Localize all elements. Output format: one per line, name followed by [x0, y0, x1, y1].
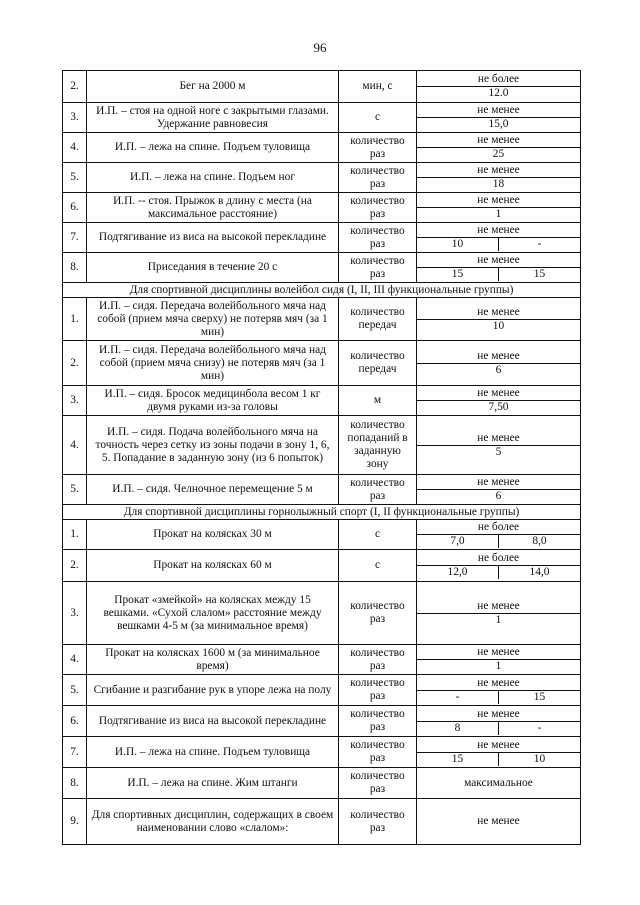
norm-head-row	[417, 73, 580, 87]
unit-cell: количество раз	[339, 675, 417, 706]
norm-head-row	[417, 350, 580, 364]
exercise-name: И.П. – лежа на спине. Жим штанги	[87, 768, 339, 799]
row-number: 2.	[63, 550, 87, 582]
exercise-name: И.П. – лежа на спине. Подъем туловища	[87, 737, 339, 768]
row-number: 3.	[63, 582, 87, 645]
exercise-name: И.П. – сидя. Подача волейбольного мяча на точность через сетку из зоны подачи в зону 1, 6, 5. Попадание в заданную зону (из 6 попыток)	[87, 416, 339, 475]
unit-cell: количество раз	[339, 163, 417, 193]
table-row	[63, 675, 581, 706]
norm-values-row	[417, 178, 580, 192]
norm-qualifier: не менее	[417, 134, 580, 148]
norm-value: 25	[492, 148, 505, 160]
unit-cell: количество раз	[339, 799, 417, 845]
row-number: 2.	[63, 341, 87, 386]
unit-cell: количество раз	[339, 193, 417, 223]
norm-cell	[417, 133, 581, 163]
table-row	[63, 163, 581, 193]
norm-qualifier: не более	[417, 552, 580, 566]
exercise-name: Прокат на колясках 30 м	[87, 520, 339, 550]
norm-values-row	[417, 613, 580, 627]
norm-value: -	[537, 238, 542, 250]
norm-qualifier: не менее	[417, 224, 580, 238]
norm-cell	[417, 645, 581, 675]
norm-head-row	[417, 164, 580, 178]
norm-head-row	[417, 104, 580, 118]
table-row	[63, 475, 581, 505]
row-number: 1.	[63, 520, 87, 550]
norm-value: 12.0	[488, 87, 509, 99]
norm-cell	[417, 520, 581, 550]
norm-value: 10	[533, 752, 546, 765]
norm-value: 15	[533, 690, 546, 703]
norm-subtable	[417, 708, 580, 735]
norm-values-row	[417, 208, 580, 222]
row-number: 5.	[63, 675, 87, 706]
norm-cell	[417, 582, 581, 645]
section-header-row	[63, 505, 581, 520]
norm-cell	[417, 706, 581, 737]
table-row	[63, 223, 581, 253]
norm-value: -	[417, 690, 499, 704]
norm-values-row	[417, 721, 580, 735]
norm-values-row	[417, 268, 580, 282]
table-row	[63, 133, 581, 163]
norm-subtable	[417, 194, 580, 221]
norm-subtable	[417, 73, 580, 100]
exercise-name: Прокат на колясках 1600 м (за минимальное время)	[87, 645, 339, 675]
norm-head-row	[417, 552, 580, 566]
exercise-name: И.П. – сидя. Передача волейбольного мяча над собой (прием мяча сверху) не потеряв мяч (за 1 мин)	[87, 298, 339, 341]
exercise-name: И.П. – сидя. Бросок медицинбола весом 1 кг двумя руками из-за головы	[87, 386, 339, 416]
norm-values-row	[417, 363, 580, 377]
norm-value: 6	[495, 490, 502, 502]
norm-subtable	[417, 254, 580, 281]
norm-value: 8	[417, 721, 499, 735]
unit-cell: количество раз	[339, 645, 417, 675]
norm-value: не менее	[417, 799, 581, 845]
norm-values-row	[417, 118, 580, 132]
table-row	[63, 550, 581, 582]
unit-cell: количество раз	[339, 475, 417, 505]
norm-qualifier: не более	[417, 521, 580, 535]
norm-subtable	[417, 521, 580, 548]
norm-qualifier: не менее	[417, 254, 580, 268]
row-number: 3.	[63, 103, 87, 133]
norms-table	[62, 70, 581, 845]
row-number: 8.	[63, 253, 87, 283]
exercise-name: И.П. – лежа на спине. Подъем ног	[87, 163, 339, 193]
norm-subtable	[417, 476, 580, 503]
norm-head-row	[417, 306, 580, 320]
norm-value: максимальное	[417, 768, 581, 799]
row-number: 9.	[63, 799, 87, 845]
table-row	[63, 103, 581, 133]
norm-values-row	[417, 752, 580, 766]
norm-qualifier: не менее	[417, 646, 580, 660]
table-row	[63, 799, 581, 845]
norm-head-row	[417, 194, 580, 208]
unit-cell: с	[339, 520, 417, 550]
norm-head-row	[417, 600, 580, 614]
norm-head-row	[417, 134, 580, 148]
norm-values-row	[417, 535, 580, 549]
norm-value: 15	[417, 268, 499, 282]
unit-cell: количество передач	[339, 341, 417, 386]
exercise-name: Прокат на колясках 60 м	[87, 550, 339, 582]
norm-cell	[417, 475, 581, 505]
unit-cell: количество раз	[339, 133, 417, 163]
table-row	[63, 582, 581, 645]
norm-value: 18	[492, 178, 505, 190]
unit-cell: количество передач	[339, 298, 417, 341]
page-number: 96	[313, 40, 327, 55]
exercise-name: И.П. – лежа на спине. Подъем туловища	[87, 133, 339, 163]
norm-cell	[417, 163, 581, 193]
row-number: 4.	[63, 416, 87, 475]
norm-qualifier: не менее	[417, 600, 580, 614]
norm-values-row	[417, 490, 580, 504]
norm-cell	[417, 103, 581, 133]
norm-cell	[417, 737, 581, 768]
norm-values-row	[417, 148, 580, 162]
norm-qualifier: не менее	[417, 476, 580, 490]
unit-cell: количество раз	[339, 223, 417, 253]
norm-head-row	[417, 677, 580, 691]
norm-value: 12,0	[417, 566, 499, 580]
norm-subtable	[417, 387, 580, 414]
row-number: 6.	[63, 193, 87, 223]
table-row	[63, 645, 581, 675]
norm-values-row	[417, 566, 580, 580]
unit-cell: с	[339, 103, 417, 133]
norm-qualifier: не менее	[417, 387, 580, 401]
norm-value: 1	[495, 613, 502, 626]
unit-cell: количество попаданий в заданную зону	[339, 416, 417, 475]
norm-values-row	[417, 401, 580, 415]
table-row	[63, 520, 581, 550]
norm-cell	[417, 71, 581, 103]
norm-head-row	[417, 739, 580, 753]
unit-cell: количество раз	[339, 737, 417, 768]
norm-values-row	[417, 660, 580, 674]
norm-qualifier: не менее	[417, 104, 580, 118]
unit-cell: с	[339, 550, 417, 582]
norm-qualifier: не менее	[417, 350, 580, 364]
norm-subtable	[417, 646, 580, 673]
section-title: Для спортивной дисциплины волейбол сидя (I, II, III функциональные группы)	[63, 283, 581, 298]
row-number: 5.	[63, 163, 87, 193]
norm-cell	[417, 253, 581, 283]
norm-values-row	[417, 87, 580, 101]
norm-values-row	[417, 690, 580, 704]
exercise-name: И.П. -- стоя. Прыжок в длину с места (на максимальное расстояние)	[87, 193, 339, 223]
exercise-name: Приседания в течение 20 с	[87, 253, 339, 283]
row-number: 8.	[63, 768, 87, 799]
norm-value: 1	[495, 208, 502, 220]
exercise-name: Подтягивание из виса на высокой перекладине	[87, 223, 339, 253]
norm-qualifier: не менее	[417, 432, 580, 446]
norm-value: 15	[533, 268, 546, 280]
table-row	[63, 416, 581, 475]
norm-value: 6	[495, 363, 502, 376]
norm-subtable	[417, 739, 580, 766]
section-title: Для спортивной дисциплины горнолыжный спорт (I, II функциональные группы)	[63, 505, 581, 520]
norm-values-row	[417, 445, 580, 459]
row-number: 5.	[63, 475, 87, 505]
norm-value: 15,0	[488, 118, 509, 130]
exercise-name: И.П. – сидя. Передача волейбольного мяча над собой (прием мяча снизу) не потеряв мяч (за 1 мин)	[87, 341, 339, 386]
norm-value: 5	[495, 445, 502, 458]
norm-value: 7,50	[488, 401, 509, 413]
norm-cell	[417, 193, 581, 223]
unit-cell: м	[339, 386, 417, 416]
table-row	[63, 737, 581, 768]
unit-cell: количество раз	[339, 768, 417, 799]
section-header-row	[63, 283, 581, 298]
norm-head-row	[417, 254, 580, 268]
table-row	[63, 706, 581, 737]
table-row	[63, 71, 581, 103]
row-number: 4.	[63, 645, 87, 675]
exercise-name: Бег на 2000 м	[87, 71, 339, 103]
norm-head-row	[417, 646, 580, 660]
norm-cell	[417, 298, 581, 341]
norm-value: 8,0	[532, 535, 547, 547]
norm-qualifier: не менее	[417, 306, 580, 320]
norm-cell	[417, 386, 581, 416]
norm-subtable	[417, 600, 580, 627]
norm-value: -	[537, 721, 542, 734]
exercise-name: Для спортивных дисциплин, содержащих в своем наименовании слово «слалом»:	[87, 799, 339, 845]
table-row	[63, 341, 581, 386]
norm-value: 10	[417, 238, 499, 252]
norm-head-row	[417, 432, 580, 446]
norm-subtable	[417, 224, 580, 251]
norm-subtable	[417, 164, 580, 191]
norm-value: 14,0	[529, 566, 550, 578]
row-number: 7.	[63, 223, 87, 253]
norm-subtable	[417, 350, 580, 377]
norm-qualifier: не более	[417, 73, 580, 87]
norm-qualifier: не менее	[417, 739, 580, 753]
norm-value: 15	[417, 752, 499, 766]
table-row	[63, 386, 581, 416]
norm-value: 1	[495, 660, 502, 672]
exercise-name: Сгибание и разгибание рук в упоре лежа на полу	[87, 675, 339, 706]
norm-cell	[417, 675, 581, 706]
row-number: 6.	[63, 706, 87, 737]
norm-cell	[417, 550, 581, 582]
norm-qualifier: не менее	[417, 708, 580, 722]
norm-head-row	[417, 521, 580, 535]
norm-head-row	[417, 708, 580, 722]
norm-head-row	[417, 476, 580, 490]
row-number: 1.	[63, 298, 87, 341]
norm-qualifier: не менее	[417, 164, 580, 178]
norm-value: 10	[492, 319, 505, 332]
exercise-name: И.П. – сидя. Челночное перемещение 5 м	[87, 475, 339, 505]
norm-qualifier: не менее	[417, 677, 580, 691]
table-row	[63, 298, 581, 341]
norm-values-row	[417, 319, 580, 333]
exercise-name: Подтягивание из виса на высокой перекладине	[87, 706, 339, 737]
norm-head-row	[417, 387, 580, 401]
row-number: 3.	[63, 386, 87, 416]
table-row	[63, 768, 581, 799]
norm-qualifier: не менее	[417, 194, 580, 208]
table-row	[63, 193, 581, 223]
norm-subtable	[417, 104, 580, 131]
table-row	[63, 253, 581, 283]
row-number: 2.	[63, 71, 87, 103]
unit-cell: количество раз	[339, 253, 417, 283]
norm-subtable	[417, 134, 580, 161]
norm-head-row	[417, 224, 580, 238]
norm-subtable	[417, 552, 580, 579]
norm-cell	[417, 416, 581, 475]
row-number: 7.	[63, 737, 87, 768]
unit-cell: количество раз	[339, 582, 417, 645]
unit-cell: количество раз	[339, 706, 417, 737]
exercise-name: Прокат «змейкой» на колясках между 15 вешками. «Сухой слалом» расстояние между вешками 4-5 м (за минимальное время)	[87, 582, 339, 645]
norm-subtable	[417, 306, 580, 333]
norm-cell	[417, 223, 581, 253]
norm-subtable	[417, 677, 580, 704]
norm-value: 7,0	[417, 535, 499, 549]
norm-cell	[417, 341, 581, 386]
exercise-name: И.П. – стоя на одной ноге с закрытыми глазами. Удержание равновесия	[87, 103, 339, 133]
norm-values-row	[417, 238, 580, 252]
row-number: 4.	[63, 133, 87, 163]
unit-cell: мин, с	[339, 71, 417, 103]
norm-subtable	[417, 432, 580, 459]
